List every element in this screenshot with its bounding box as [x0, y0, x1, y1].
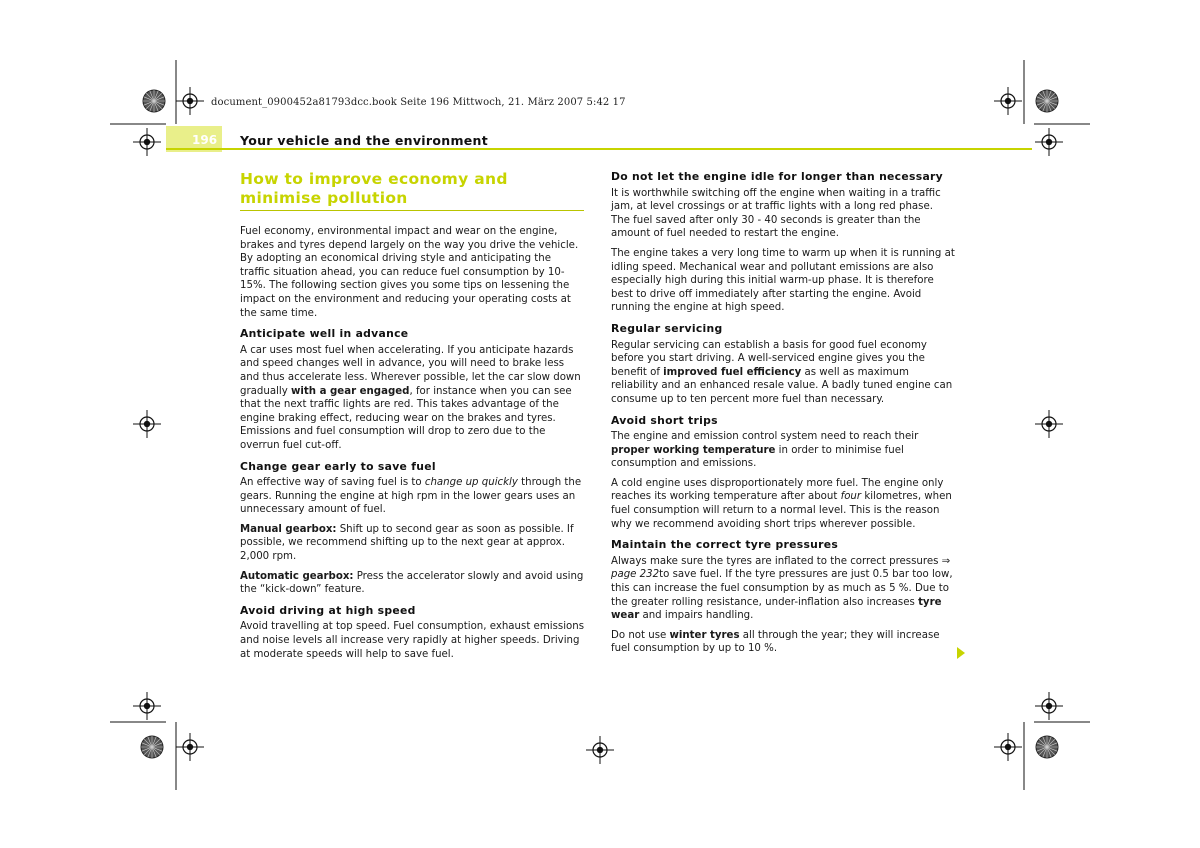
anticipate-heading: Anticipate well in advance [240, 327, 409, 341]
tyre-heading: Maintain the correct tyre pressures [611, 538, 839, 552]
change-gear-paragraph: An effective way of saving fuel is to change up quickly through the gears. Running the engine at high rpm in the lower gears uses an unnecessary amount of fuel. [240, 477, 582, 516]
anticipate-paragraph: A car uses most fuel when accelerating. If you anticipate hazards and speed changes well in advance, you will need to brake less and thus accelerate less. Wherever possible, let the car slow down gradually with a gear engaged, for instance when you can see that the next traffic lights are red. This takes advantage of the engine braking effect, reducing wear on the brakes and tyres. Emissions and fuel consumption will drop to zero due to the overrun fuel cut-off. [240, 344, 581, 451]
high-speed-heading: Avoid driving at high speed [240, 603, 416, 617]
idle-paragraph-1: It is worthwhile switching off the engine when waiting in a traffic jam, at level crossings or at traffic lights with a long red phase. The fuel saved after only 30 - 40 seconds is greater than the amount of fuel needed to restart the engine. [611, 187, 941, 240]
winter-tyres-paragraph: Do not use winter tyres all through the year; they will increase fuel consumption by up to 10 %. [611, 629, 940, 655]
left-column [240, 170, 584, 667]
continue-arrow-icon [957, 647, 965, 659]
servicing-paragraph: Regular servicing can establish a basis for good fuel economy before you start driving. A well-serviced engine gives you the benefit of improved fuel efficiency as well as maximum reliability and an enhanced resale value. A badly tuned engine can consume up to ten percent more fuel than necessary. [611, 339, 953, 405]
header-rule [166, 148, 1032, 150]
short-trips-heading: Avoid short trips [611, 413, 718, 427]
idle-heading: Do not let the engine idle for longer than necessary [611, 170, 944, 183]
intro-paragraph: Fuel economy, environmental impact and wear on the engine, brakes and tyres depend largely on the way you drive the vehicle. By adopting an economical driving style and anticipating the traffic situation ahead, you can reduce fuel consumption by 10-15%. The following section gives you some tips on lessening the impact on the environment and reducing your operating costs at the same time. [240, 226, 579, 319]
automatic-gearbox-paragraph: Automatic gearbox: Press the accelerator slowly and avoid using the “kick-down” feature. [240, 570, 584, 596]
tyre-paragraph: Always make sure the tyres are inflated to the correct pressures ⇒ page 232to save fuel. If the tyre pressures are just 0.5 bar too low, this can increase the fuel consumption by as much as 5 %. Due to the greater rolling resistance, under-inflation also increases tyre wear and impairs handling. [611, 555, 953, 622]
servicing-heading: Regular servicing [611, 321, 723, 335]
manual-gearbox-paragraph: Manual gearbox: Shift up to second gear as soon as possible. If possible, we recommend shifting up to the next gear at approx. 2,000 rpm. [240, 523, 574, 563]
page-title: How to improve economy and minimise pollution [240, 170, 584, 211]
file-header: document_0900452a81793dcc.book Seite 196 Mittwoch, 21. März 2007 5:42 17 [211, 97, 626, 108]
right-column [611, 170, 955, 662]
cold-engine-paragraph: A cold engine uses disproportionately more fuel. The engine only reaches its working temperature after about four kilometres, when fuel consumption will return to a normal level. This is the reason why we recommend avoiding short trips wherever possible. [611, 477, 952, 530]
page-reference-link[interactable]: ⇒ page 232 [611, 555, 951, 581]
change-gear-heading: Change gear early to save fuel [240, 459, 436, 473]
page-number: 196 [192, 133, 218, 147]
short-trips-paragraph: The engine and emission control system need to reach their proper working temperature in order to minimise fuel consumption and emissions. [611, 431, 919, 470]
idle-paragraph-2: The engine takes a very long time to warm up when it is running at idling speed. Mechanical wear and pollutant emissions are also especially high during this initial warm-up phase. It is therefore best to drive off immediately after starting the engine. Avoid running the engine at high speed. [611, 247, 955, 314]
section-title: Your vehicle and the environment [240, 133, 489, 148]
high-speed-paragraph: Avoid travelling at top speed. Fuel consumption, exhaust emissions and noise levels all increase very rapidly at higher speeds. Driving at moderate speeds will help to save fuel. [240, 621, 585, 660]
